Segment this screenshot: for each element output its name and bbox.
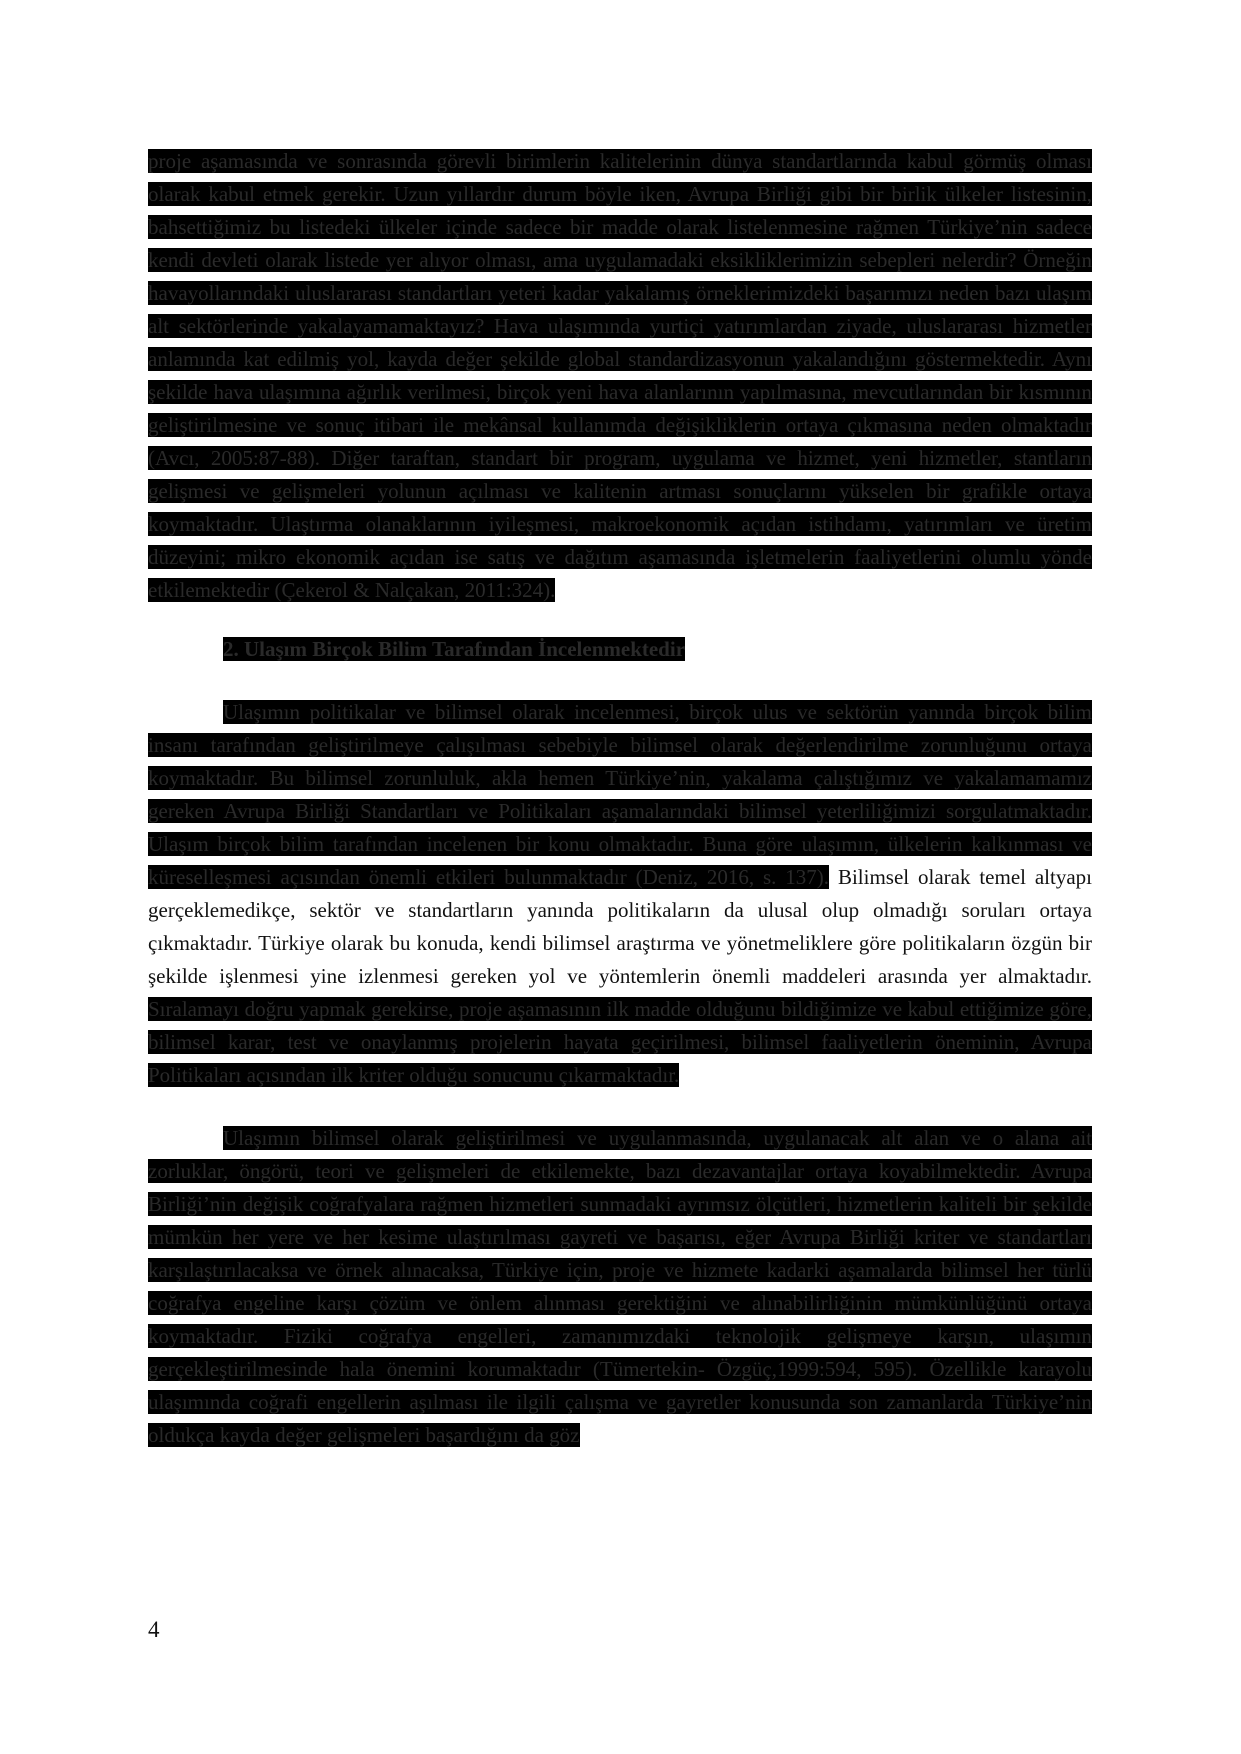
redacted-text: Ulaşımın politikalar ve bilimsel olarak incelenmesi, birçok ulus ve sektörün yanında birçok bilim insanı tarafından geliştirilmeye çalışılması sebebiyle bilimsel olarak değerlendirilme zorunluğunu ortaya koymaktadır. Bu bilimsel zorunluluk, akla hemen Türkiye’nin, yakalama çalıştığımız ve yakalamamamız gereken Avrupa Birliği Standartları ve Politikaları aşamalarındaki bilimsel yeterliliğimizi sorgulatmaktadır. Ulaşım birçok bilim tarafından incelenen bir konu olmaktadır. Buna göre ulaşımın, ülkelerin kalkınması ve küreselleşmesi açısından önemli etkileri bulunmaktadır (Deniz, 2016, s. 137). <box>148 700 1092 889</box>
redacted-text: proje aşamasında ve sonrasında görevli birimlerin kalitelerinin dünya standartlarında kabul görmüş olması olarak kabul etmek gerekir. Uzun yıllardır durum böyle iken, Avrupa Birliği gibi bir birlik ülkeler listesinin, bahsettiğimiz bu listedeki ülkeler içinde sadece bir madde olarak listelenmesine rağmen Türkiye’nin sadece kendi devleti olarak listede yer alıyor olması, ama uygulamadaki eksikliklerimizin sebepleri nelerdir? Örneğin havayollarındaki uluslararası standartları yeteri kadar yakalamış örneklerimizdeki başarımızı neden bazı ulaşım alt sektörlerinde yakalayamamaktayız? Hava ulaşımında yurtiçi yatırımlardan ziyade, uluslararası hizmetler anlamında kat edilmiş yol, kayda değer şekilde global standardizasyonun yakalandığını göstermektedir. Aynı şekilde hava ulaşımına ağırlık verilmesi, birçok yeni hava alanlarının yapılmasına, mevcutlarından bir kısmının geliştirilmesine ve sonuç itibari ile mekânsal kullanımda değişikliklerin ortaya çıkmasına neden olmaktadır (Avcı, 2005:87-88). Diğer taraftan, standart bir program, uygulama ve hizmet, yeni hizmetler, stantların gelişmesi ve gelişmeleri yolunun açılması ve kalitenin artması sonuçlarını yükselen bir grafikle ortaya koymaktadır. Ulaştırma olanaklarının iyileşmesi, makroekonomik açıdan istihdamı, yatırımları ve üretim düzeyini; mikro ekonomik açıdan ise satış ve dağıtım aşamasında işletmelerin faaliyetlerini olumlu yönde etkilemektedir (Çekerol & Nalçakan, 2011:324). <box>148 149 1092 602</box>
page-number: 4 <box>148 1617 160 1642</box>
redacted-text: Sıralamayı doğru yapmak gerekirse, proje aşamasının ilk madde olduğunu bildiğimize ve kabul ettiğimize göre, bilimsel karar, test ve onaylanmış projelerin hayata geçirilmesi, bilimsel faaliyetlerin öneminin, Avrupa Politikaları açısından ilk kriter olduğu sonucunu çıkarmaktadır. <box>148 997 1092 1087</box>
section-heading <box>223 633 1092 666</box>
paragraph-3 <box>148 1122 1092 1452</box>
document-body <box>148 145 1092 1452</box>
paragraph-spacer <box>148 1092 1092 1122</box>
paragraph-2 <box>148 696 1092 1092</box>
redacted-text: Ulaşımın bilimsel olarak geliştirilmesi ve uygulanmasında, uygulanacak alt alan ve o alana ait zorluklar, öngörü, teori ve gelişmeleri de etkilemekte, bazı dezavantajlar ortaya koyabilmektedir. Avrupa Birliği’nin değişik coğrafyalara rağmen hizmetleri sunmadaki ayrımsız ölçütleri, hizmetlerin kaliteli bir şekilde mümkün her yere ve her kesime ulaştırılması gayreti ve başarısı, eğer Avrupa Birliği kriter ve standartları karşılaştırılacaksa ve örnek alınacaksa, Türkiye için, proje ve hizmete kadarki aşamalarda bilimsel her türlü coğrafya engeline karşı çözüm ve önlem alınması gerektiğini ve alınabilirliğinin mümkünlüğünü ortaya koymaktadır. Fiziki coğrafya engelleri, zamanımızdaki teknolojik gelişmeye karşın, ulaşımın gerçekleştirilmesinde hala önemini korumaktadır (Tümertekin- Özgüç,1999:594, 595). Özellikle karayolu ulaşımında coğrafi engellerin aşılması ile ilgili çalışma ve gayretler konusunda son zamanlarda Türkiye’nin oldukça kayda değer gelişmeleri başardığını da göz <box>148 1126 1092 1447</box>
plain-text: Bilimsel olarak temel altyapı gerçeklemedikçe, sektör ve standartların yanında politikaların da ulusal olup olmadığı soruları ortaya çıkmaktadır. Türkiye olarak bu konuda, kendi bilimsel araştırma ve yönetmeliklere göre politikaların özgün bir şekilde işlenmesi yine izlenmesi gereken yol ve yöntemlerin önemli maddeleri arasında yer almaktadır. <box>148 865 1093 988</box>
section-heading-text: 2. Ulaşım Birçok Bilim Tarafından İncelenmektedir <box>223 637 686 661</box>
paragraph-1 <box>148 145 1092 607</box>
